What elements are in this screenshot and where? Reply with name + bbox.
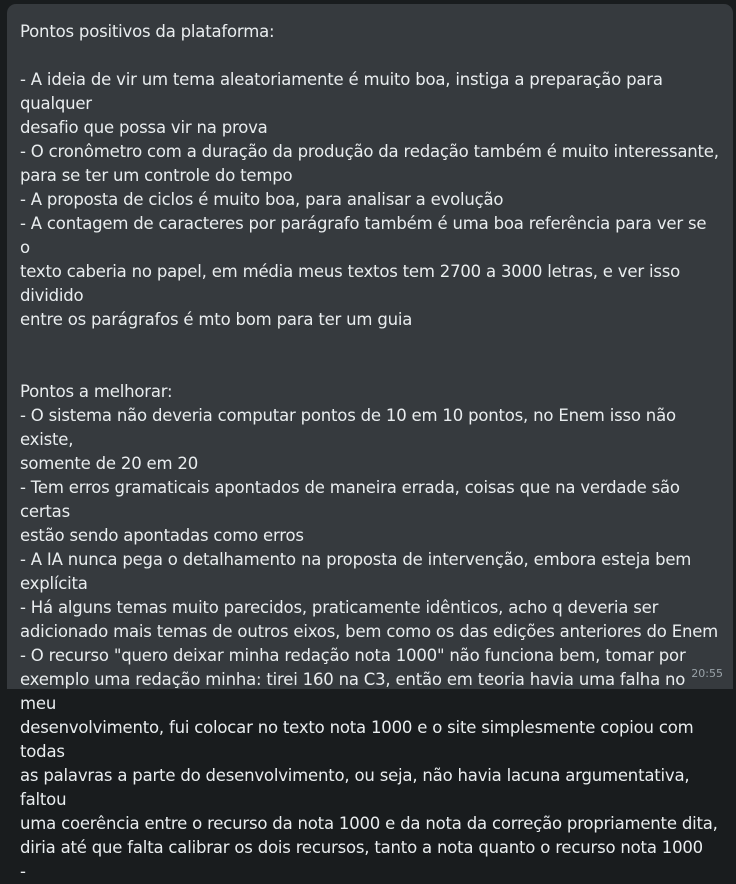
message-line: Pontos positivos da plataforma: <box>20 22 275 41</box>
message-line <box>20 332 721 356</box>
message-line: desenvolvimento, fui colocar no texto nota 1000 e o site simplesmente copiou com todas <box>20 718 699 761</box>
message-line: explícita <box>20 574 88 593</box>
message-line: - O recurso "quero deixar minha redação nota 1000" não funciona bem, tomar por <box>20 646 686 665</box>
message-line: desafio que possa vir na prova <box>20 118 268 137</box>
message-line: somente de 20 em 20 <box>20 454 199 473</box>
message-line: - Tem erros gramaticais apontados de maneira errada, coisas que na verdade são certas <box>20 478 685 521</box>
message-timestamp: 20:55 <box>691 667 723 680</box>
message-line: exemplo uma redação minha: tirei 160 na C3, então em teoria havia uma falha no meu <box>20 670 691 713</box>
message-line <box>20 44 721 68</box>
message-line: Pontos a melhorar: <box>20 382 173 401</box>
message-line: estão sendo apontadas como erros <box>20 526 304 545</box>
message-line: - A IA nunca pega o detalhamento na proposta de intervenção, embora esteja bem <box>20 550 692 569</box>
message-bubble[interactable] <box>7 4 733 881</box>
message-line: uma coerência entre o recurso da nota 1000 e da nota da correção propriamente dita, <box>20 814 718 833</box>
message-line: diria até que falta calibrar os dois recursos, tanto a nota quanto o recurso nota 1000 <box>20 838 703 857</box>
message-line: - A contagem de caracteres por parágrafo também é uma boa referência para ver se o <box>20 214 712 257</box>
message-line: - O sistema não deveria computar pontos de 10 em 10 pontos, no Enem isso não existe, <box>20 406 681 449</box>
message-line: - A proposta de ciclos é muito boa, para analisar a evolução <box>20 190 504 209</box>
message-line: - Há alguns temas muito parecidos, praticamente idênticos, acho q deveria ser <box>20 598 659 617</box>
message-line: para se ter um controle do tempo <box>20 166 293 185</box>
message-text <box>20 20 721 884</box>
message-line: adicionado mais temas de outros eixos, bem como os das edições anteriores do Enem <box>20 622 719 641</box>
message-line <box>20 356 721 380</box>
message-line: entre os parágrafos é mto bom para ter um guia <box>20 310 413 329</box>
message-line: - <box>20 862 26 881</box>
message-line: as palavras a parte do desenvolvimento, ou seja, não havia lacuna argumentativa, faltou <box>20 766 695 809</box>
message-line: texto caberia no papel, em média meus textos tem 2700 a 3000 letras, e ver isso dividido <box>20 262 686 305</box>
message-line: - A ideia de vir um tema aleatoriamente é muito boa, instiga a preparação para qualquer <box>20 70 668 113</box>
message-line: - O cronômetro com a duração da produção da redação também é muito interessante, <box>20 142 719 161</box>
